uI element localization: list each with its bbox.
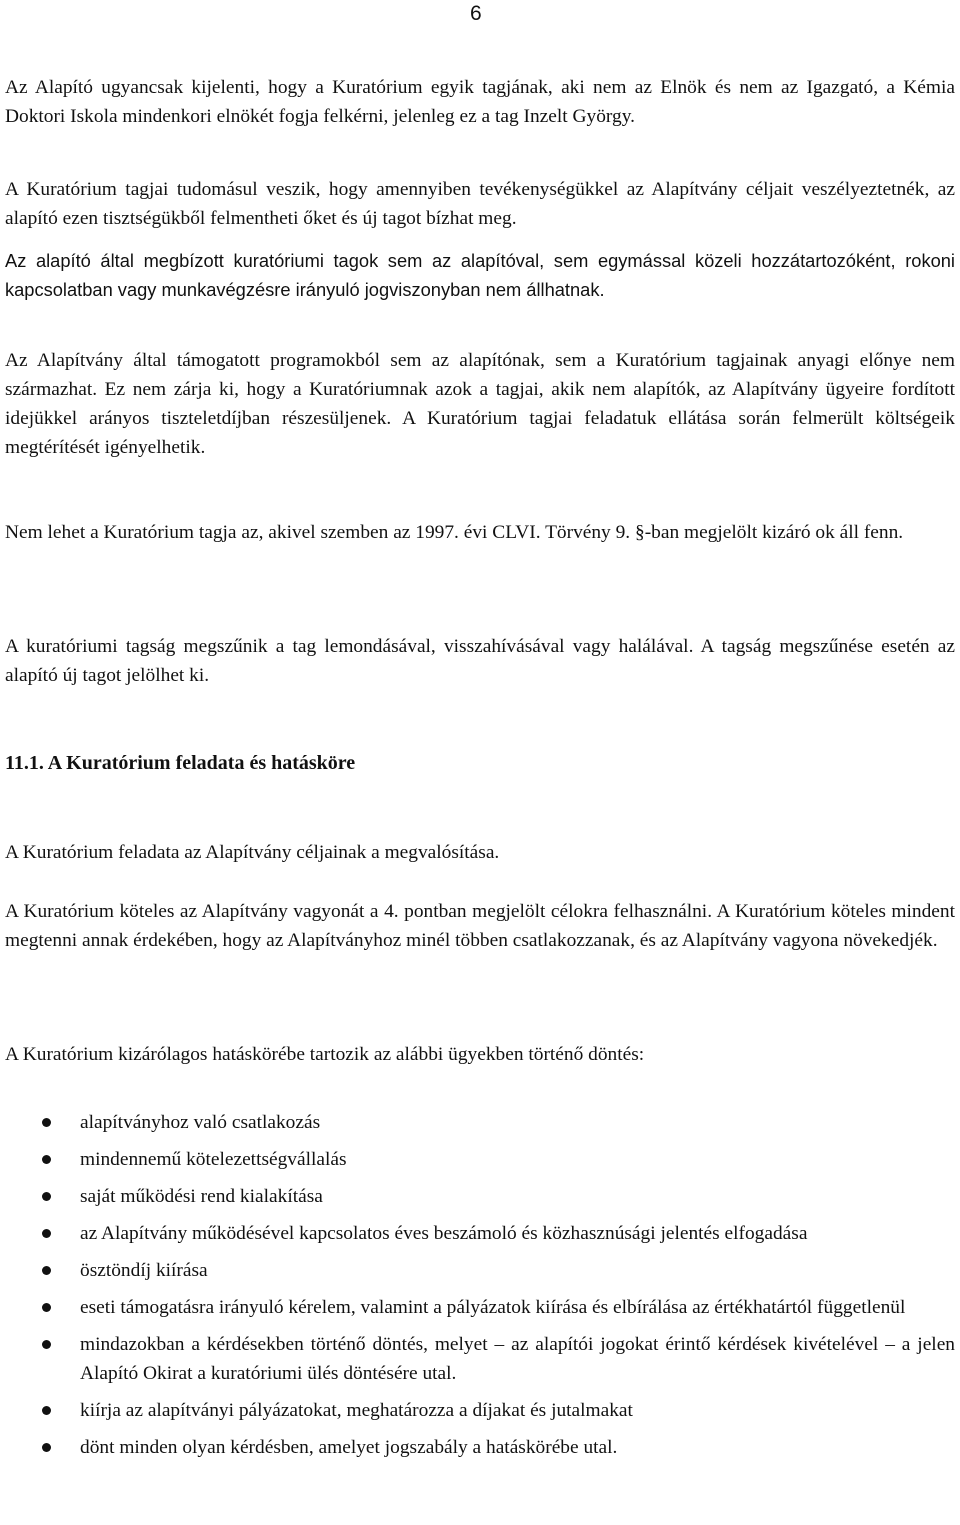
- bullet-icon: [42, 1443, 51, 1452]
- list-item: kiírja az alapítványi pályázatokat, meghatározza a díjakat és jutalmakat: [0, 1396, 955, 1425]
- bullet-icon: [42, 1266, 51, 1275]
- paragraph-board-obligations: A Kuratórium köteles az Alapítvány vagyonát a 4. pontban megjelölt célokra felhasználni. A Kuratórium köteles mindent megtenni annak érdekében, hogy az Alapítványhoz minél többen csatlakozzanak, és az Alapítvány vagyona növekedjék.: [5, 901, 955, 951]
- paragraph-exclusive-powers: A Kuratórium kizárólagos hatáskörébe tartozik az alábbi ügyekben történő döntés:: [5, 1044, 645, 1065]
- paragraph-exclusion: Nem lehet a Kuratórium tagja az, akivel szemben az 1997. évi CLVI. Törvény 9. §-ban megjelölt kizáró ok áll fenn.: [5, 522, 904, 543]
- list-item: mindennemű kötelezettségvállalás: [0, 1145, 955, 1174]
- paragraph-board-task: A Kuratórium feladata az Alapítvány céljainak a megvalósítása.: [5, 842, 500, 863]
- paragraph-founder-declaration: Az Alapító ugyancsak kijelenti, hogy a Kuratórium egyik tagjának, aki nem az Elnök és nem az Igazgató, a Kémia Doktori Iskola mindenkori elnökét fogja felkérni, jelenleg ez a tag Inzelt György.: [5, 77, 955, 127]
- bullet-icon: [42, 1340, 51, 1349]
- bullet-icon: [42, 1118, 51, 1127]
- exclusive-powers-list: [0, 1108, 960, 1470]
- bullet-icon: [42, 1155, 51, 1164]
- bullet-icon: [42, 1406, 51, 1415]
- list-item: az Alapítvány működésével kapcsolatos éves beszámoló és közhasznúsági jelentés elfogadása: [0, 1219, 955, 1248]
- paragraph-no-benefit: Az Alapítvány által támogatott programokból sem az alapítónak, sem a Kuratórium tagjainak anyagi előnye nem származhat. Ez nem zárja ki, hogy a Kuratóriumnak azok a tagjai, akik nem alapítók, az Alapítvány ügyeire fordított idejükkel arányos tiszteletdíjban részesüljenek. A Kuratórium tagjai feladatuk ellátása során felmerült költségeik megtérítését igényelhetik.: [5, 350, 955, 458]
- bullet-icon: [42, 1303, 51, 1312]
- list-item: eseti támogatásra irányuló kérelem, valamint a pályázatok kiírása és elbírálása az értékhatártól függetlenül: [0, 1293, 955, 1322]
- list-item: mindazokban a kérdésekben történő döntés, melyet – az alapítói jogokat érintő kérdések kivételével – a jelen Alapító Okirat a kuratóriumi ülés döntésére utal.: [0, 1330, 955, 1388]
- paragraph-board-acknowledgement: A Kuratórium tagjai tudomásul veszik, hogy amennyiben tevékenységükkel az Alapítvány céljait veszélyeztetnék, az alapító ezen tisztségükből felmentheti őket és új tagot bízhat meg.: [5, 179, 955, 229]
- paragraph-no-relation: Az alapító által megbízott kuratóriumi tagok sem az alapítóval, sem egymással közeli hozzátartozóként, rokoni kapcsolatban vagy munkavégzésre irányuló jogviszonyban nem állhatnak.: [5, 250, 955, 300]
- paragraph-membership-end: A kuratóriumi tagság megszűnik a tag lemondásával, visszahívásával vagy halálával. A tagság megszűnése esetén az alapító új tagot jelölhet ki.: [5, 636, 955, 686]
- list-item: saját működési rend kialakítása: [0, 1182, 955, 1211]
- list-item: dönt minden olyan kérdésben, amelyet jogszabály a hatáskörébe utal.: [0, 1433, 955, 1462]
- page-number: 6: [470, 2, 482, 25]
- bullet-icon: [42, 1229, 51, 1238]
- list-item: ösztöndíj kiírása: [0, 1256, 955, 1285]
- list-item: alapítványhoz való csatlakozás: [0, 1108, 955, 1137]
- section-heading: 11.1. A Kuratórium feladata és hatásköre: [5, 752, 356, 774]
- bullet-icon: [42, 1192, 51, 1201]
